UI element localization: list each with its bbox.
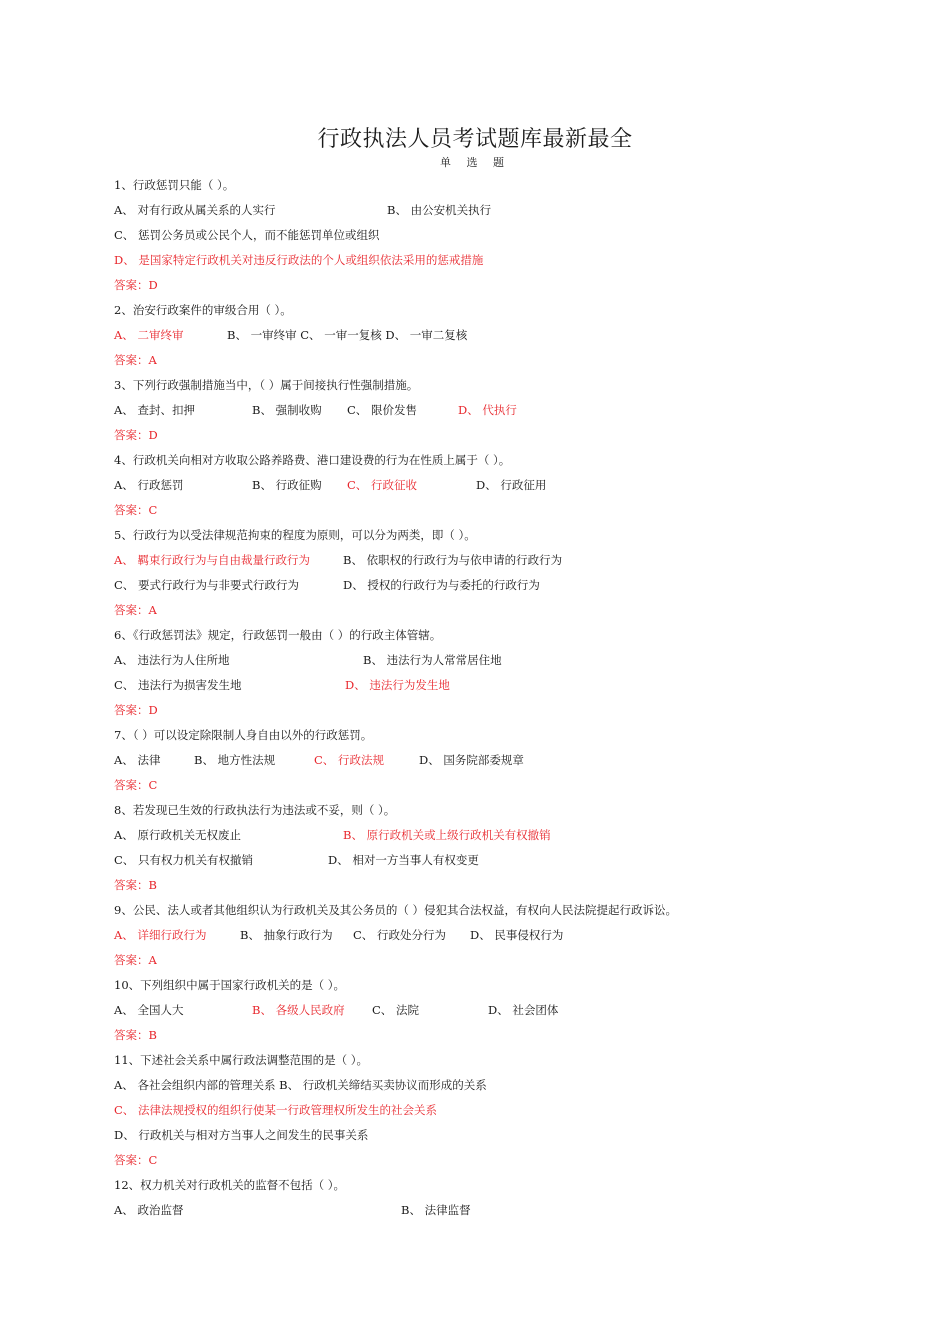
text-line [114, 1098, 894, 1123]
question-text: D、 民事侵权行为 [470, 928, 564, 942]
text-line [114, 198, 894, 223]
question-text: D、 社会团体 [488, 1003, 559, 1017]
question-text: C、 法院 [372, 1003, 419, 1017]
text-line [114, 823, 894, 848]
text-line [114, 173, 894, 198]
answer-text: A、 二审终审 [114, 328, 184, 342]
answer-text: 答案：D [114, 278, 158, 292]
answer-text: 答案：C [114, 503, 158, 517]
text-line [114, 548, 894, 573]
question-text: 6、《行政惩罚法》规定，行政惩罚一般由（ ）的行政主体管辖。 [114, 628, 442, 642]
question-text: B、 抽象行政行为 [240, 928, 333, 942]
text-line [114, 473, 894, 498]
answer-text: D、 代执行 [458, 403, 517, 417]
text-line [114, 923, 894, 948]
text-line [114, 373, 894, 398]
question-text: A、 行政惩罚 [114, 478, 184, 492]
text-line [114, 1198, 894, 1223]
answer-text: 答案：D [114, 703, 158, 717]
text-line [114, 348, 894, 373]
answer-text: 答案：A [114, 353, 157, 367]
answer-text: 答案：A [114, 603, 157, 617]
text-line [114, 1148, 894, 1173]
question-text: 4、行政机关向相对方收取公路养路费、港口建设费的行为在性质上属于（ ）。 [114, 453, 511, 467]
text-line [114, 223, 894, 248]
question-text: B、 行政征购 [252, 478, 322, 492]
question-text: B、 强制收购 [252, 403, 322, 417]
text-line [114, 723, 894, 748]
document-title: 行政执法人员考试题库最新最全 [317, 127, 633, 152]
text-line [114, 1123, 894, 1148]
question-text: A、 各社会组织内部的管理关系 B、 行政机关缔结买卖协议而形成的关系 [114, 1078, 487, 1092]
text-line [114, 848, 894, 873]
question-text: 5、行政行为以受法律规范拘束的程度为原则，可以分为两类，即（ ）。 [114, 528, 476, 542]
text-line [114, 498, 894, 523]
text-line [114, 798, 894, 823]
answer-text: D、 违法行为发生地 [345, 678, 450, 692]
answer-text: 答案：A [114, 953, 157, 967]
text-line [114, 773, 894, 798]
question-text: A、 全国人大 [114, 1003, 184, 1017]
text-line [114, 748, 894, 773]
text-line [114, 323, 894, 348]
question-text: B、 一审终审 C、 一审一复核 D、 一审二复核 [227, 328, 468, 342]
answer-text: 答案：B [114, 878, 157, 892]
text-line [114, 273, 894, 298]
question-text: B、 违法行为人常常居住地 [363, 653, 502, 667]
question-text: 2、治安行政案件的审级合用（ ）。 [114, 303, 292, 317]
text-line [114, 1173, 894, 1198]
question-text: A、 政治监督 [114, 1203, 184, 1217]
question-text: 9、公民、法人或者其他组织认为行政机关及其公务员的（ ）侵犯其合法权益，有权向人民法院提起行政诉讼。 [114, 903, 677, 917]
text-line [114, 648, 894, 673]
answer-text: 答案：C [114, 1153, 158, 1167]
text-line [114, 1048, 894, 1073]
text-line [114, 1023, 894, 1048]
answer-text: D、 是国家特定行政机关对违反行政法的个人或组织依法采用的惩戒措施 [114, 253, 484, 267]
text-line [114, 673, 894, 698]
question-text: B、 依职权的行政行为与依申请的行政行为 [343, 553, 563, 567]
question-text: B、 法律监督 [401, 1203, 471, 1217]
question-text: D、 相对一方当事人有权变更 [328, 853, 479, 867]
question-text: A、 违法行为人住所地 [114, 653, 230, 667]
text-line [114, 948, 894, 973]
text-line [114, 573, 894, 598]
question-text: D、 授权的行政行为与委托的行政行为 [343, 578, 540, 592]
text-line [114, 698, 894, 723]
question-text: 8、若发现已生效的行政执法行为违法或不妥，则（ ）。 [114, 803, 396, 817]
answer-text: A、 详细行政行为 [114, 928, 207, 942]
question-text: C、 只有权力机关有权撤销 [114, 853, 253, 867]
question-text: 11、下述社会关系中属行政法调整范围的是（ ）。 [114, 1053, 369, 1067]
question-text: C、 惩罚公务员或公民个人，而不能惩罚单位或组织 [114, 228, 380, 242]
text-line [114, 598, 894, 623]
text-line [114, 898, 894, 923]
answer-text: B、 原行政机关或上级行政机关有权撤销 [343, 828, 551, 842]
answer-text: C、 行政征收 [347, 478, 417, 492]
question-text: 12、权力机关对行政机关的监督不包括（ ）。 [114, 1178, 346, 1192]
answer-text: B、 各级人民政府 [252, 1003, 345, 1017]
question-text: 1、行政惩罚只能（ ）。 [114, 178, 235, 192]
text-line [114, 873, 894, 898]
question-text: A、 对有行政从属关系的人实行 [114, 203, 276, 217]
question-list [114, 173, 894, 1223]
question-text: D、 行政征用 [476, 478, 547, 492]
text-line [114, 973, 894, 998]
text-line [114, 398, 894, 423]
text-line [114, 998, 894, 1023]
question-text: 3、下列行政强制措施当中，（ ）属于间接执行性强制措施。 [114, 378, 419, 392]
question-text: C、 限价发售 [347, 403, 417, 417]
text-line [114, 248, 894, 273]
text-line [114, 298, 894, 323]
question-text: B、 地方性法规 [194, 753, 276, 767]
text-line [114, 423, 894, 448]
text-line [114, 448, 894, 473]
answer-text: 答案：D [114, 428, 158, 442]
section-subtitle: 单 选 题 [440, 156, 510, 169]
answer-text: 答案：B [114, 1028, 157, 1042]
text-line [114, 623, 894, 648]
answer-text: A、 羁束行政行为与自由裁量行政行为 [114, 553, 310, 567]
answer-text: C、 行政法规 [314, 753, 384, 767]
question-text: A、 法律 [114, 753, 161, 767]
question-text: 7、（ ）可以设定除限制人身自由以外的行政惩罚。 [114, 728, 373, 742]
question-text: B、 由公安机关执行 [387, 203, 492, 217]
answer-text: C、 法律法规授权的组织行使某一行政管理权所发生的社会关系 [114, 1103, 437, 1117]
question-text: D、 国务院部委规章 [419, 753, 524, 767]
question-text: C、 行政处分行为 [353, 928, 446, 942]
question-text: A、 查封、扣押 [114, 403, 195, 417]
answer-text: 答案：C [114, 778, 158, 792]
text-line [114, 523, 894, 548]
question-text: C、 违法行为损害发生地 [114, 678, 242, 692]
question-text: 10、下列组织中属于国家行政机关的是（ ）。 [114, 978, 346, 992]
text-line [114, 1073, 894, 1098]
question-text: C、 要式行政行为与非要式行政行为 [114, 578, 299, 592]
question-text: A、 原行政机关无权废止 [114, 828, 241, 842]
question-text: D、 行政机关与相对方当事人之间发生的民事关系 [114, 1128, 369, 1142]
